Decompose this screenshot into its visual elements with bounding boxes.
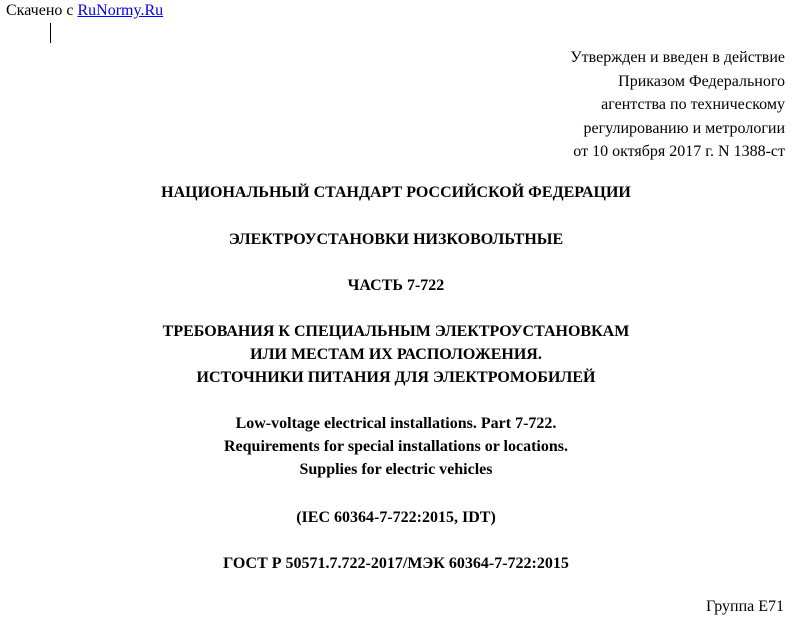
approval-line: агентства по техническому bbox=[601, 96, 785, 113]
approval-line: Приказом Федерального bbox=[618, 72, 785, 90]
source-line bbox=[6, 1, 163, 21]
source-link[interactable]: RuNormy.Ru bbox=[77, 2, 164, 19]
iec-reference: (IEC 60364-7-722:2015, IDT) bbox=[296, 509, 496, 526]
subtitle-line: ИЛИ МЕСТАМ ИХ РАСПОЛОЖЕНИЯ. bbox=[250, 346, 542, 363]
subtitle-line: ТРЕБОВАНИЯ К СПЕЦИАЛЬНЫМ ЭЛЕКТРОУСТАНОВКАМ bbox=[162, 323, 630, 340]
document-part: ЧАСТЬ 7-722 bbox=[347, 277, 445, 294]
classification-group: Группа Е71 bbox=[705, 598, 784, 615]
english-title-line: Low-voltage electrical installations. Part 7-722. bbox=[235, 415, 557, 432]
approval-block bbox=[570, 46, 785, 164]
source-prefix: Скачено с bbox=[6, 2, 78, 19]
english-title-line: Requirements for special installations or locations. bbox=[224, 438, 568, 455]
document-title: ЭЛЕКТРОУСТАНОВКИ НИЗКОВОЛЬТНЫЕ bbox=[228, 231, 564, 248]
standard-type-heading: НАЦИОНАЛЬНЫЙ СТАНДАРТ РОССИЙСКОЙ ФЕДЕРАЦИИ bbox=[161, 184, 631, 201]
subtitle-line: ИСТОЧНИКИ ПИТАНИЯ ДЛЯ ЭЛЕКТРОМОБИЛЕЙ bbox=[196, 369, 596, 386]
standard-designation: ГОСТ Р 50571.7.722-2017/МЭК 60364-7-722:2015 bbox=[223, 555, 569, 572]
document-subtitle bbox=[0, 320, 792, 389]
approval-line: Утвержден и введен в действие bbox=[570, 49, 785, 66]
approval-line: от 10 октября 2017 г. N 1388-ст bbox=[573, 143, 785, 160]
approval-line: регулированию и метрологии bbox=[583, 119, 785, 137]
english-title-line: Supplies for electric vehicles bbox=[299, 461, 493, 478]
english-title bbox=[0, 412, 792, 481]
text-cursor bbox=[50, 23, 51, 43]
